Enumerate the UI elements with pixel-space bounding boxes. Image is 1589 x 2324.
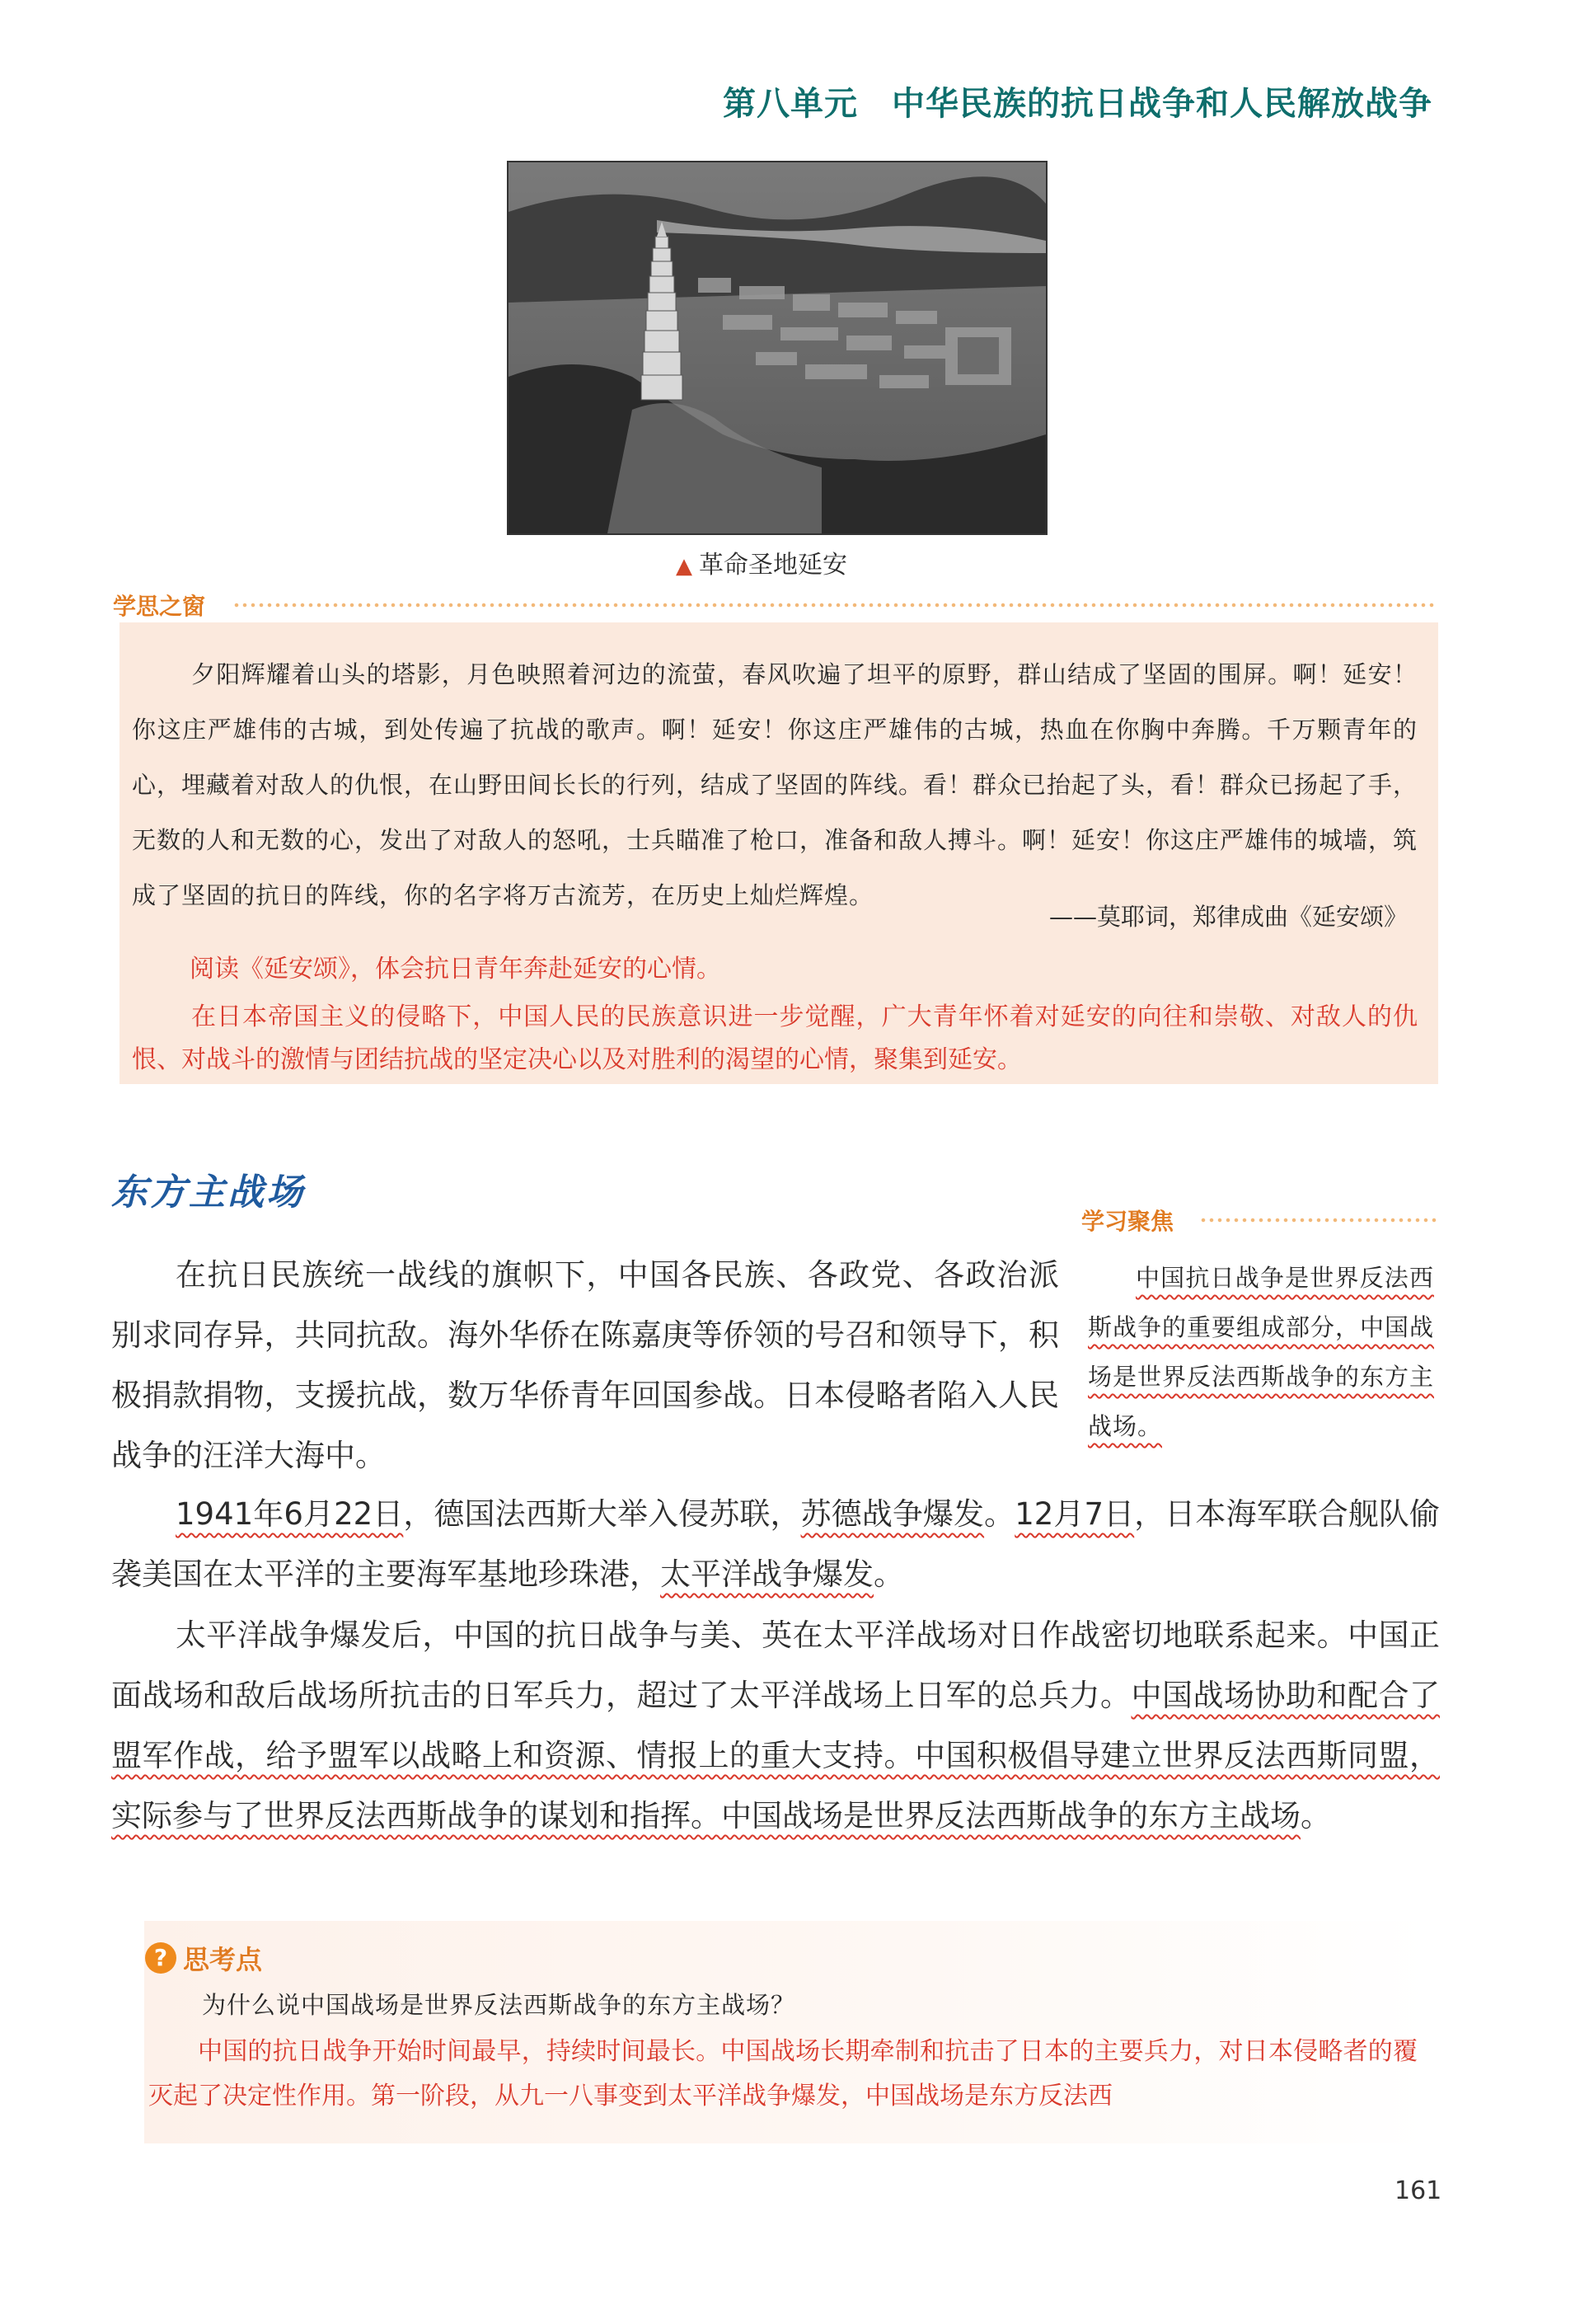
p3-text-a: 太平洋战争爆发后，中国的抗日战争与美、英在太平洋战场对日作战密切地联系起来。中国正面战场和敌后战场所抗击的日军兵力，超过了太平洋战场上日军的总兵力。 — [111, 1617, 1440, 1713]
focus-dotted-divider — [1199, 1216, 1438, 1224]
unit-title: 第八单元 中华民族的抗日战争和人民解放战争 — [723, 85, 1432, 123]
focus-text-content: 中国抗日战争是世界反法西斯战争的重要组成部分，中国战场是世界反法西斯战争的东方主战场。 — [1088, 1264, 1435, 1440]
body-paragraph-1: 在抗日民族统一战线的旗帜下，中国各民族、各政党、各政治派别求同存异，共同抗敌。海外华侨在陈嘉庚等侨领的号召和领导下，积极捐款捐物，支援抗战，数万华侨青年回国参战。日本侵略者陷入人民战争的汪洋大海中。 — [111, 1257, 1059, 1473]
think-question: 为什么说中国战场是世界反法西斯战争的东方主战场？ — [202, 1991, 796, 2019]
body-paragraph-2 — [111, 1484, 1440, 1604]
poem-text: 夕阳辉耀着山头的塔影，月色映照着河边的流萤，春风吹遍了坦平的原野，群山结成了坚固的围屏。啊！延安！你这庄严雄伟的古城，到处传遍了抗战的歌声。啊！延安！你这庄严雄伟的古城，热血在你胸中奔腾。千万颗青年的心，埋藏着对敌人的仇恨，在山野田间长长的行列，结成了坚固的阵线。看！群众已抬起了头，看！群众已扬起了手，无数的人和无数的心，发出了对敌人的怒吼，士兵瞄准了枪口，准备和敌人搏斗。啊！延安！你这庄严雄伟的城墙，筑成了坚固的抗日的阵线，你的名字将万古流芳，在历史上灿烂辉煌。 — [132, 660, 1418, 909]
date-june-22: 1941年6月22日 — [176, 1496, 404, 1532]
poem-source: ——莫耶词，郑律成曲《延安颂》 — [1048, 903, 1408, 931]
page-number: 161 — [1394, 2176, 1442, 2205]
window-answer: 在日本帝国主义的侵略下，中国人民的民族意识进一步觉醒，广大青年怀着对延安的向往和崇敬、对敌人的仇恨、对战斗的激情与团结抗战的坚定决心以及对胜利的渴望的心情，聚集到延安。 — [132, 1002, 1418, 1074]
question-icon: ? — [145, 1942, 176, 1974]
body-paragraph-3 — [111, 1605, 1440, 1846]
yanan-photo-illustration — [509, 162, 1046, 533]
p2-text-b: ，德国法西斯大举入侵苏联， — [403, 1496, 801, 1532]
window-question: 阅读《延安颂》，体会抗日青年奔赴延安的心情。 — [190, 955, 721, 984]
soviet-german-war: 苏德战争爆发 — [800, 1496, 985, 1532]
focus-label: 学习聚焦 — [1081, 1208, 1174, 1235]
yanan-photo — [507, 161, 1048, 535]
p2-text-d: 。 — [984, 1496, 1015, 1532]
date-dec-7: 12月7日 — [1015, 1496, 1135, 1532]
eastern-battlefield-highlight: 中国战场协助和配合了盟军作战，给予盟军以战略上和资源、情报上的重大支持。中国积极倡导建立世界反法西斯同盟，实际参与了世界反法西斯战争的谋划和指挥。中国战场是世界反法西斯战争的东方主战场 — [111, 1678, 1440, 1833]
section-heading: 东方主战场 — [111, 1171, 305, 1214]
dotted-divider — [232, 601, 1436, 609]
focus-text — [1088, 1253, 1434, 1451]
photo-caption — [676, 544, 847, 580]
photo-caption-text: 革命圣地延安 — [699, 551, 847, 580]
study-window-label: 学思之窗 — [113, 593, 206, 620]
triangle-icon: ▲ — [676, 554, 692, 579]
p2-text-f: ，日本海军联合舰队偷袭美国在太平洋的主要海军基地珍珠港， — [111, 1496, 1441, 1592]
pacific-war: 太平洋战争爆发 — [660, 1556, 874, 1592]
think-label: 思考点 — [183, 1944, 263, 1975]
p2-text-h: 。 — [874, 1556, 904, 1592]
think-answer: 中国的抗日战争开始时间最早，持续时间最长。中国战场长期牵制和抗击了日本的主要兵力，对日本侵略者的覆灭起了决定性作用。第一阶段，从九一八事变到太平洋战争爆发，中国战场是东方反法西 — [148, 2037, 1418, 2110]
p3-text-c: 。 — [1301, 1798, 1331, 1833]
